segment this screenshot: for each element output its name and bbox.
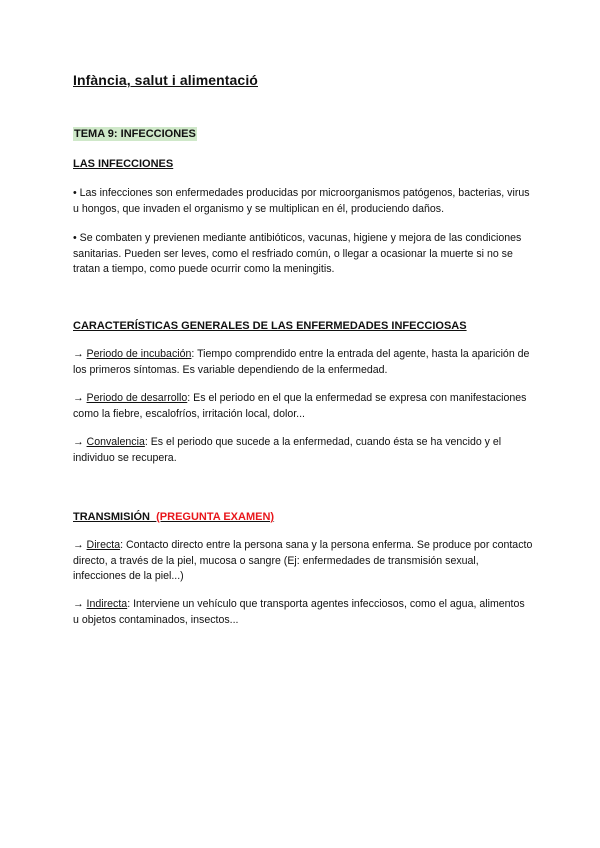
term-convalencia: Convalencia: [86, 436, 145, 448]
description-indirecta: : Interviene un vehículo que transporta agentes infecciosos, como el agua, alimentos u objetos contaminados, insectos...: [73, 598, 525, 626]
list-item-directa: [73, 538, 533, 585]
description-desarrollo: : Es el periodo en el que la enfermedad se expresa con manifestaciones como la fiebre, escalofríos, irritación local, dolor...: [73, 392, 527, 420]
list-item-indirecta: [73, 597, 533, 628]
arrow-icon: →: [73, 348, 84, 360]
document-title: Infància, salut i alimentació: [73, 72, 258, 88]
list-item-desarrollo: [73, 391, 533, 422]
section-heading-caracteristicas: CARACTERÍSTICAS GENERALES DE LAS ENFERMEDADES INFECCIOSAS: [73, 320, 467, 332]
section-heading-infecciones: LAS INFECCIONES: [73, 158, 174, 170]
paragraph-definition: • Las infecciones son enfermedades producidas por microorganismos patógenos, bacterias, virus u hongos, que invaden el organismo y se multiplican en él, produciendo daños.: [73, 187, 530, 215]
description-directa: : Contacto directo entre la persona sana y la persona enferma. Se produce por contacto directo, a través de la piel, mucosa o sangre (Ej: enfermedades de transmisión sexual, infecciones de la piel...): [73, 539, 533, 582]
list-item-incubacion: [73, 347, 533, 378]
section-heading-transmision: [73, 510, 274, 524]
paragraph-prevention: • Se combaten y previenen mediante antibióticos, vacunas, higiene y mejora de las condiciones sanitarias. Pueden ser leves, como el resfriado común, o llegar a ocasionar la muerte si no se tratan a tiempo, como puede ocurrir como la meningitis.: [73, 232, 522, 275]
topic-label: TEMA 9: INFECCIONES: [74, 128, 196, 140]
term-indirecta: Indirecta: [86, 598, 128, 610]
transmision-title: TRANSMISIÓN: [73, 511, 150, 523]
description-incubacion: : Tiempo comprendido entre la entrada del agente, hasta la aparición de los primeros síntomas. Es variable dependiendo de la enfermedad.: [73, 348, 530, 376]
list-item-convalencia: [73, 435, 533, 466]
arrow-icon: →: [73, 598, 84, 610]
arrow-icon: →: [73, 436, 84, 448]
exam-question-note: (PREGUNTA EXAMEN): [156, 511, 275, 523]
arrow-icon: →: [73, 392, 84, 404]
term-desarrollo: Periodo de desarrollo: [86, 392, 188, 404]
description-convalencia: : Es el periodo que sucede a la enfermedad, cuando ésta se ha vencido y el individuo se recupera.: [73, 436, 502, 464]
term-incubacion: Periodo de incubación: [86, 348, 192, 360]
arrow-icon: →: [73, 539, 84, 551]
term-directa: Directa: [86, 539, 121, 551]
